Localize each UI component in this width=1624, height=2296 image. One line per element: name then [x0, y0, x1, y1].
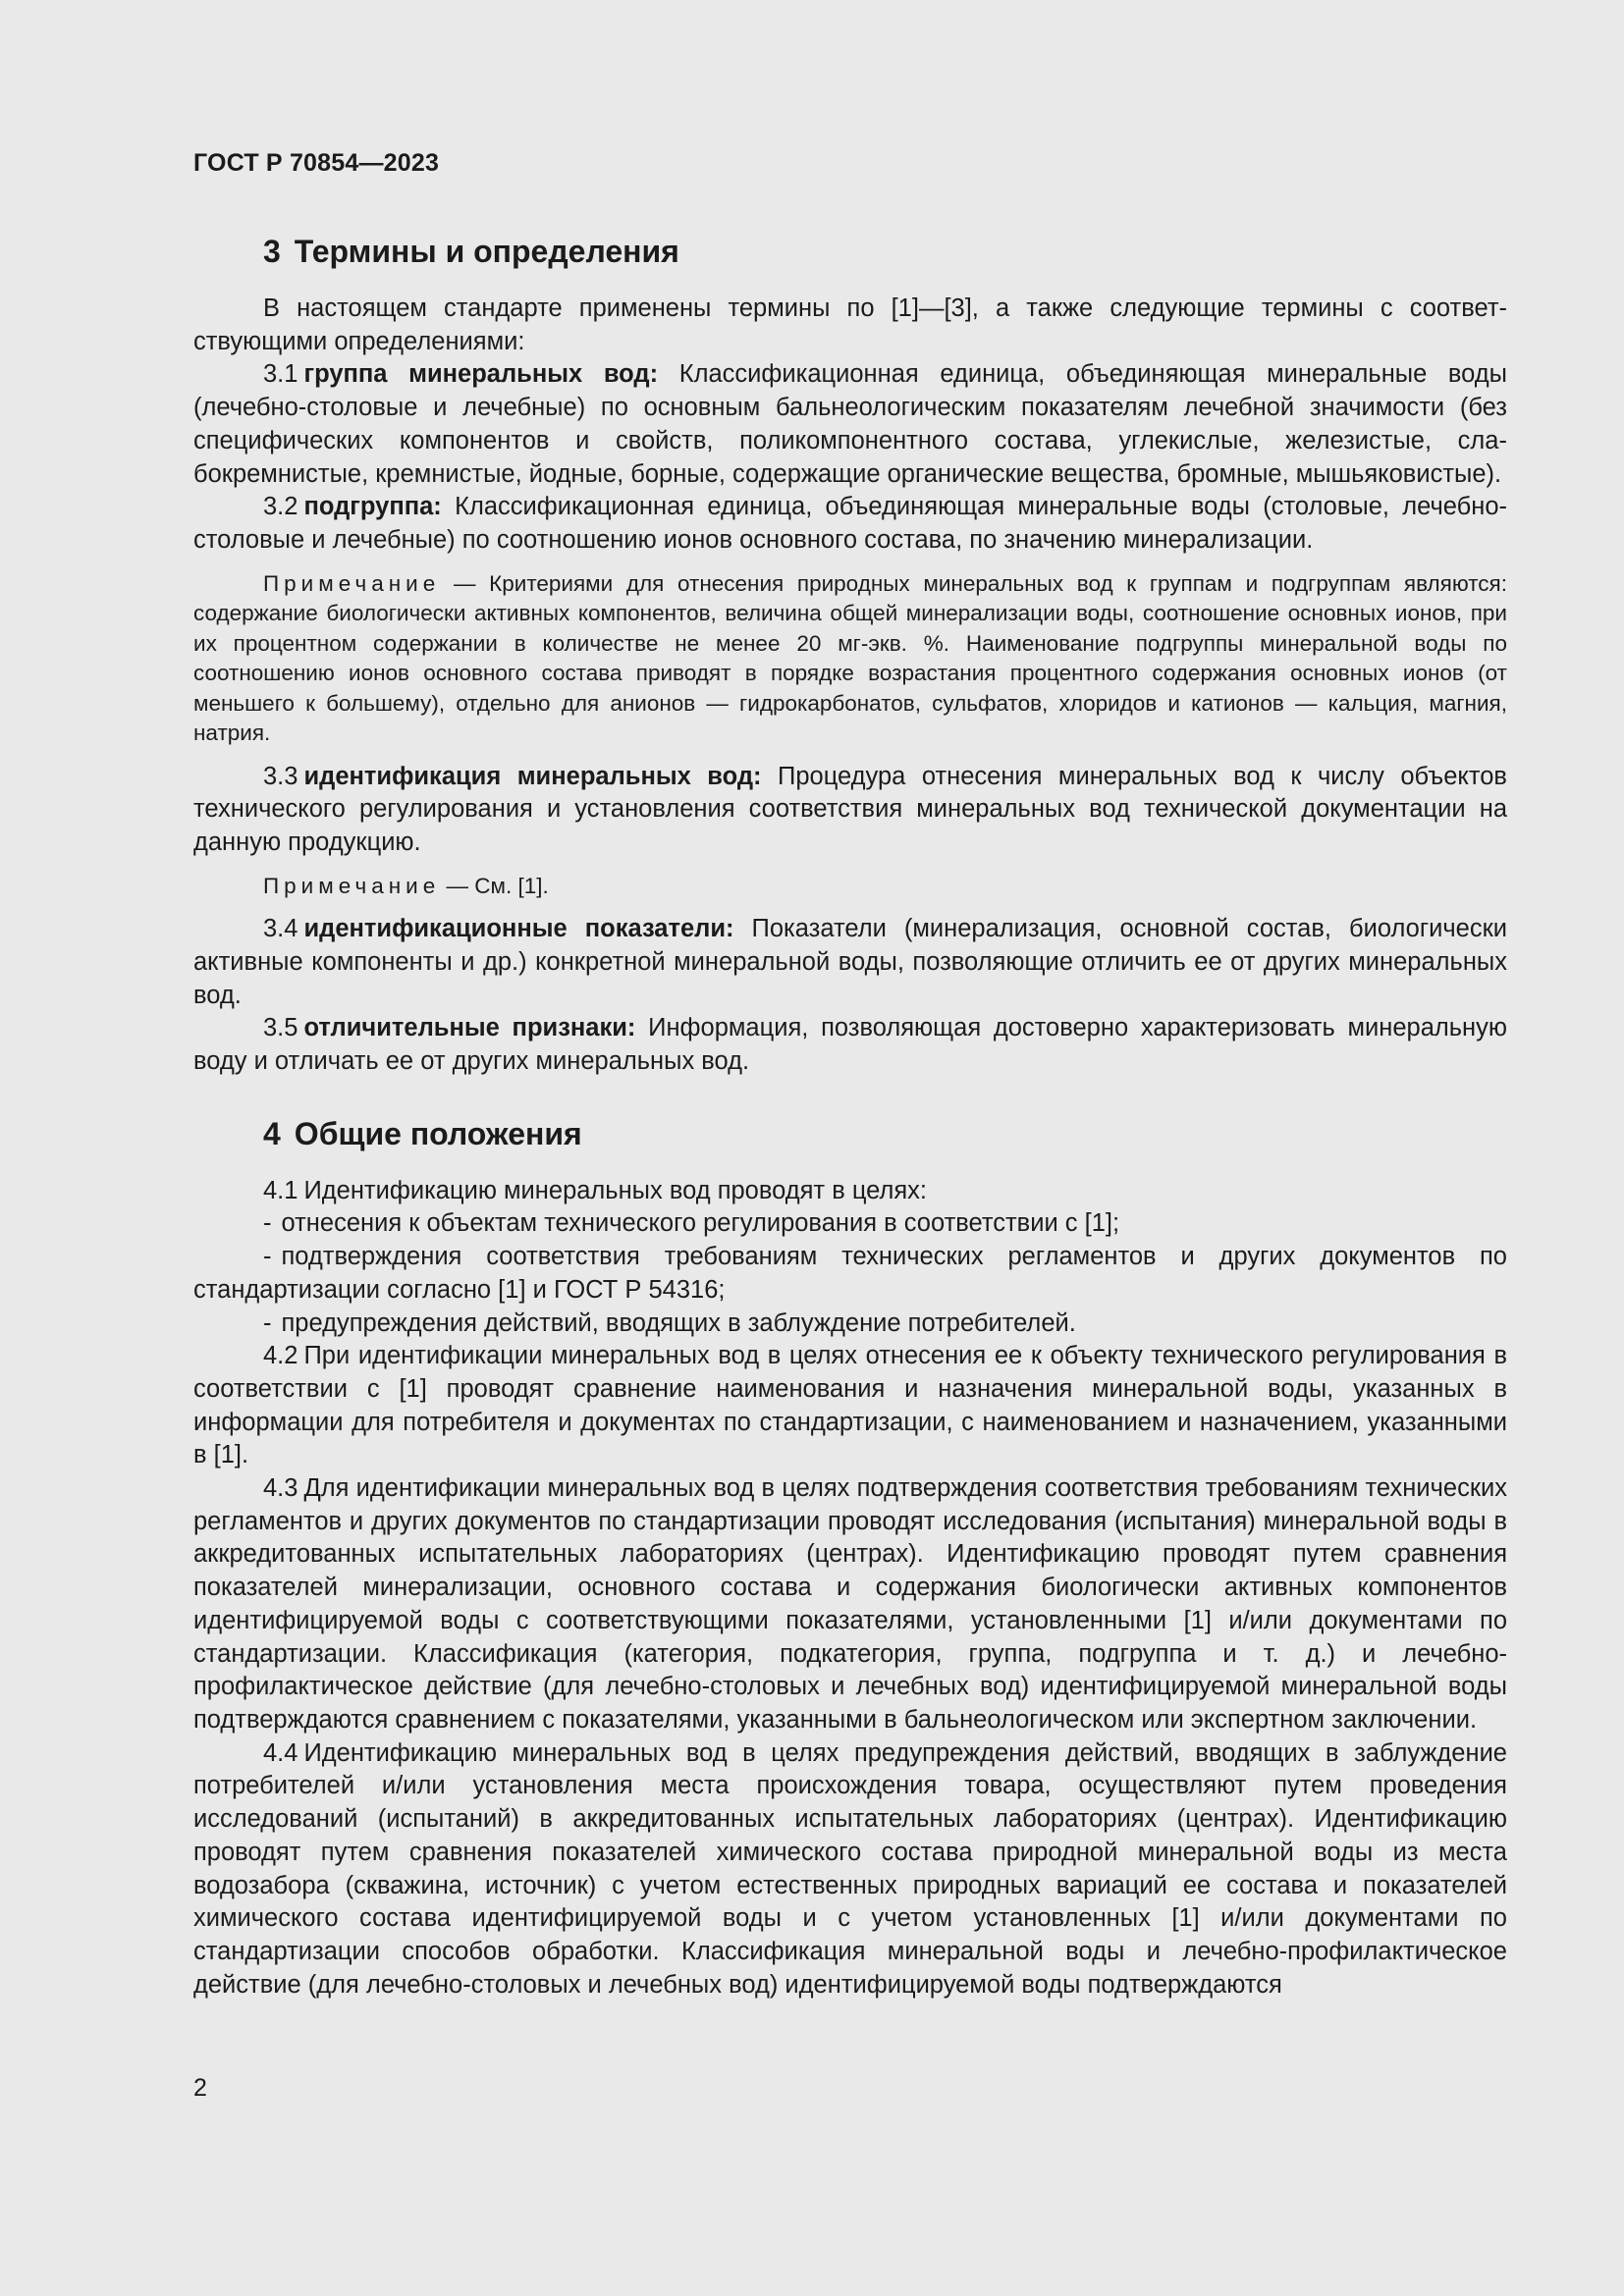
document-header: ГОСТ Р 70854—2023	[193, 149, 440, 177]
term-name: отличительные признаки:	[303, 1014, 636, 1042]
term-3-2: 3.2 подгруппа: Классификационная единица, объединяющая минеральные воды (столовые, лечебно-столовые и лечебные) по соотношению ионов основного состава, по значению минерализации.	[193, 493, 1507, 554]
note-1	[193, 569, 1507, 749]
clause-4-2: 4.2 При идентификации минеральных вод в целях отнесения ее к объекту технического регулирования в соответствии с [1] проводят сравнение наименования и назначения минеральной воды, указанных в информации для потребителя и документах по стандартизации, с наименованием и назначением, указанными в [1].	[193, 1342, 1507, 1469]
term-definition: Классификационная единица, объединяющая минеральные воды (лечебно-столовые и лечебные) по основным бальнеологическим показателям лечебной значимости (без специфических компонентов и свойств, поликомпонентного состава, углекислые, железистые, слабокремнистые, кремнистые, йодные, борные, содержащие органические вещества, бромные, мышьяковистые).	[193, 360, 1507, 488]
section-4-heading	[193, 1114, 1507, 1153]
clause-4-3: 4.3 Для идентификации минеральных вод в целях подтверждения соответствия требованиям технических регламентов и других документов по стандартизации проводят исследования (испытания) минеральной воды в аккредитованных испытательных лабораториях (центрах). Идентификацию проводят путем сравнения показателей минерализации, основного состава и содержания биологически активных компонентов идентифицируемой воды с соответствующими показателями, установленными [1] и/или документами по стандартизации. Классификация (категория, подкатегория, группа, подгруппа и т. д.) и лечебно-профилактическое действие (для лечебно-столовых и лечебных вод) идентифицируемой минеральной воды подтверждаются сравнением с показателями, указанными в бальнеологическом или экспертном заключении.	[193, 1474, 1507, 1734]
term-name: идентификация минеральных вод:	[303, 762, 762, 790]
term-3-5: 3.5 отличительные признаки: Информация, позволяющая достоверно характеризовать минеральную воду и отличать ее от других минеральных вод.	[193, 1014, 1507, 1076]
note-label: Примечание	[263, 570, 441, 596]
term-definition: Показатели (минерализация, основной состав, биологически активные компоненты и др.) конкретной минеральной воды, позволяющие отличить ее от других минеральных вод.	[193, 915, 1507, 1009]
list-item: - подтверждения соответствия требованиям технических регламентов и других документов по стандартизации согласно [1] и ГОСТ Р 54316;	[193, 1243, 1507, 1304]
term-definition: Информация, позволяющая достоверно характеризовать минеральную воду и отличать ее от других минеральных вод.	[193, 1014, 1507, 1076]
note-text: — Критериями для отнесения природных минеральных вод к группам и подгруппам являются: содержание биологически активных компонентов, величина общей минерализации воды, соотношение основных ионов, при их процентном содержании в количестве не менее 20 мг-экв. %. Наименование подгруппы минеральной воды по соотношению ионов основного состава приводят в порядке возрастания процентного содержания основных ионов (от меньшего к большему), отдельно для анионов — гидрокарбонатов, сульфатов, хлоридов и катионов — кальция, магния, натрия.	[193, 570, 1507, 746]
section-title: Общие положения	[294, 1115, 582, 1151]
list-item: - предупреждения действий, вводящих в заблуждение потребителей.	[263, 1308, 1076, 1337]
section-3-intro: В настоящем стандарте применены термины по [1]—[3], а также следующие термины с соответствующими определениями:	[193, 294, 1507, 355]
term-definition: Процедура отнесения минеральных вод к числу объектов технического регулирования и установления соответствия минеральных вод технической документации на данную продукцию.	[193, 762, 1507, 857]
note-2	[193, 872, 1507, 902]
term-3-3: 3.3 идентификация минеральных вод: Процедура отнесения минеральных вод к числу объектов технического регулирования и установления соответствия минеральных вод технической документации на данную продукцию.	[193, 762, 1507, 857]
clause-4-1: 4.1 Идентификацию минеральных вод проводят в целях:	[263, 1176, 928, 1204]
note-label: Примечание	[263, 873, 441, 898]
list-item: - отнесения к объектам технического регулирования в соответствии с [1];	[263, 1209, 1120, 1238]
note-text: — См. [1].	[446, 873, 549, 898]
term-definition: Классификационная единица, объединяющая минеральные воды (столовые, лечебно-столовые и лечебные) по соотношению ионов основного состава, по значению минерализации.	[193, 493, 1507, 554]
term-name: подгруппа:	[303, 493, 442, 521]
section-3-heading	[193, 232, 1507, 271]
document-body	[193, 232, 1507, 2002]
section-number: 4	[263, 1115, 281, 1151]
section-title: Термины и определения	[294, 234, 679, 269]
term-3-1: 3.1 группа минеральных вод: Классификационная единица, объединяющая минеральные воды (лечебно-столовые и лечебные) по основным бальнеологическим показателям лечебной значимости (без специфических компонентов и свойств, поликомпонентного состава, углекислые, железистые, слабокремнистые, кремнистые, йодные, борные, содержащие органические вещества, бромные, мышьяковистые).	[193, 360, 1507, 488]
section-number: 3	[263, 234, 281, 269]
page-number: 2	[193, 2074, 207, 2102]
term-3-4: 3.4 идентификационные показатели: Показатели (минерализация, основной состав, биологически активные компоненты и др.) конкретной минеральной воды, позволяющие отличить ее от других минеральных вод.	[193, 915, 1507, 1009]
term-name: группа минеральных вод:	[303, 360, 659, 389]
term-name: идентификационные показатели:	[303, 915, 734, 943]
clause-4-4: 4.4 Идентификацию минеральных вод в целях предупреждения действий, вводящих в заблуждение потребителей и/или установления места происхождения товара, осуществляют путем проведения исследований (испытаний) в аккредитованных испытательных лабораториях (центрах). Идентификацию проводят путем сравнения показателей химического состава природной минеральной воды из места водозабора (скважина, источник) с учетом естественных природных вариаций ее состава и показателей химического состава идентифицируемой воды и с учетом установленных [1] и/или документами по стандартизации способов обработки. Классификация минеральной воды и лечебно-профилактическое действие (для лечебно-столовых и лечебных вод) идентифицируемой воды подтверждаются	[193, 1738, 1507, 1999]
